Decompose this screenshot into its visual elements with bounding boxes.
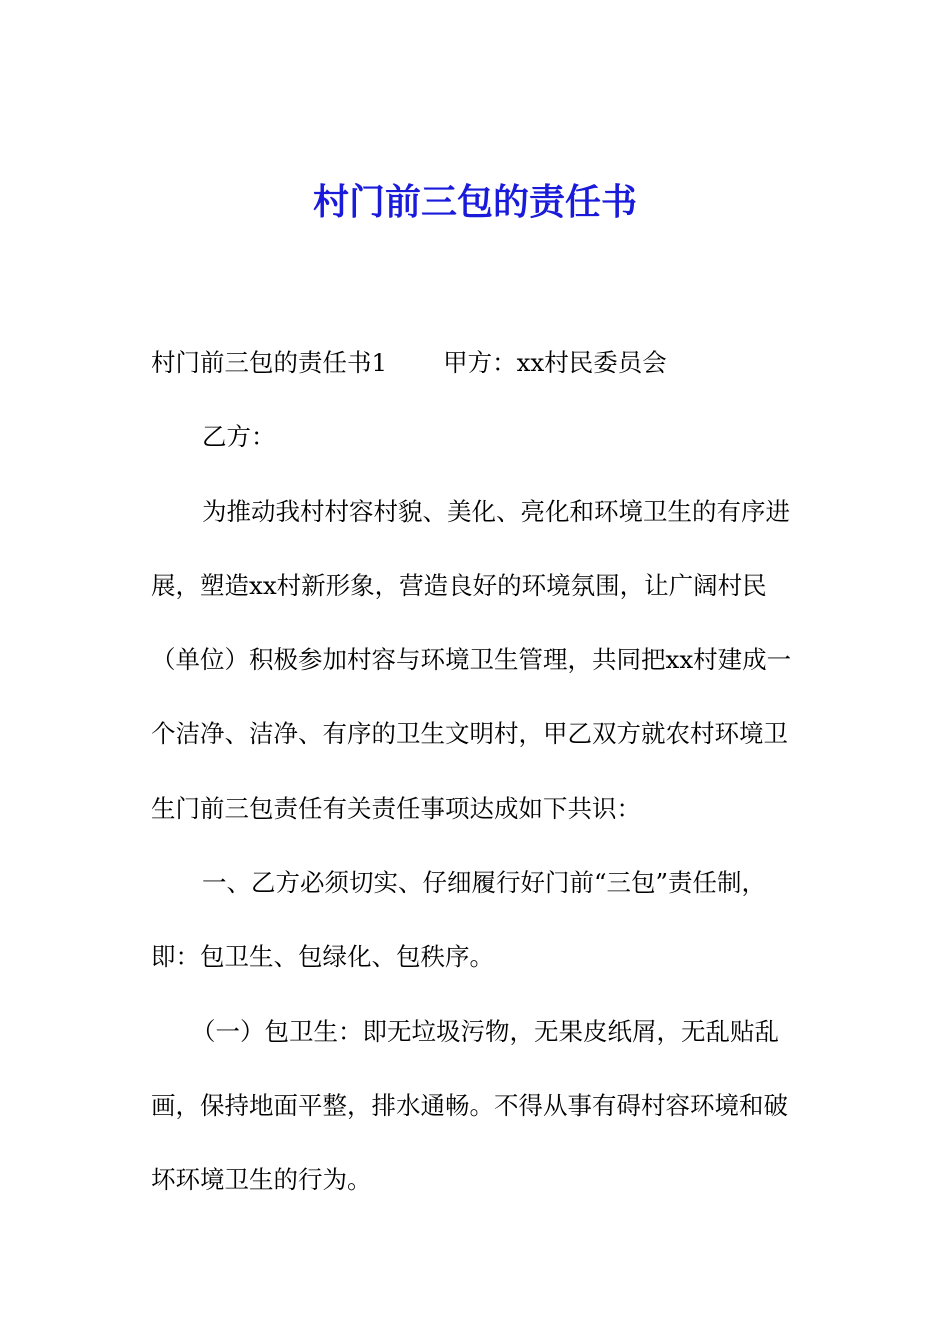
party-b: 乙方：: [202, 422, 276, 452]
first-line: [151, 326, 811, 400]
document-body: [151, 326, 811, 1218]
document-title: 村门前三包的责任书: [312, 181, 637, 223]
paragraph-clause-1: 一、乙方必须切实、仔细履行好门前“三包”责任制，即：包卫生、包绿化、包秩序。: [151, 868, 767, 972]
party-a: 甲方：xx村民委员会: [443, 348, 667, 377]
paragraph-intro: 为推动我村村容村貌、美化、亮化和环境卫生的有序进展，塑造xx村新形象，营造良好的环境氛围，让广阔村民（单位）积极参加村容与环境卫生管理，共同把xx村建成一个洁净、洁净、有序的卫生文明村，甲乙双方就农村环境卫生门前三包责任有关责任事项达成如下共识：: [151, 496, 792, 823]
paragraph-clause-1-1: （一）包卫生：即无垃圾污物，无果皮纸屑，无乱贴乱画，保持地面平整，排水通畅。不得从事有碍村容环境和破坏环境卫生的行为。: [151, 1016, 788, 1195]
section-heading: 村门前三包的责任书1: [151, 348, 388, 377]
